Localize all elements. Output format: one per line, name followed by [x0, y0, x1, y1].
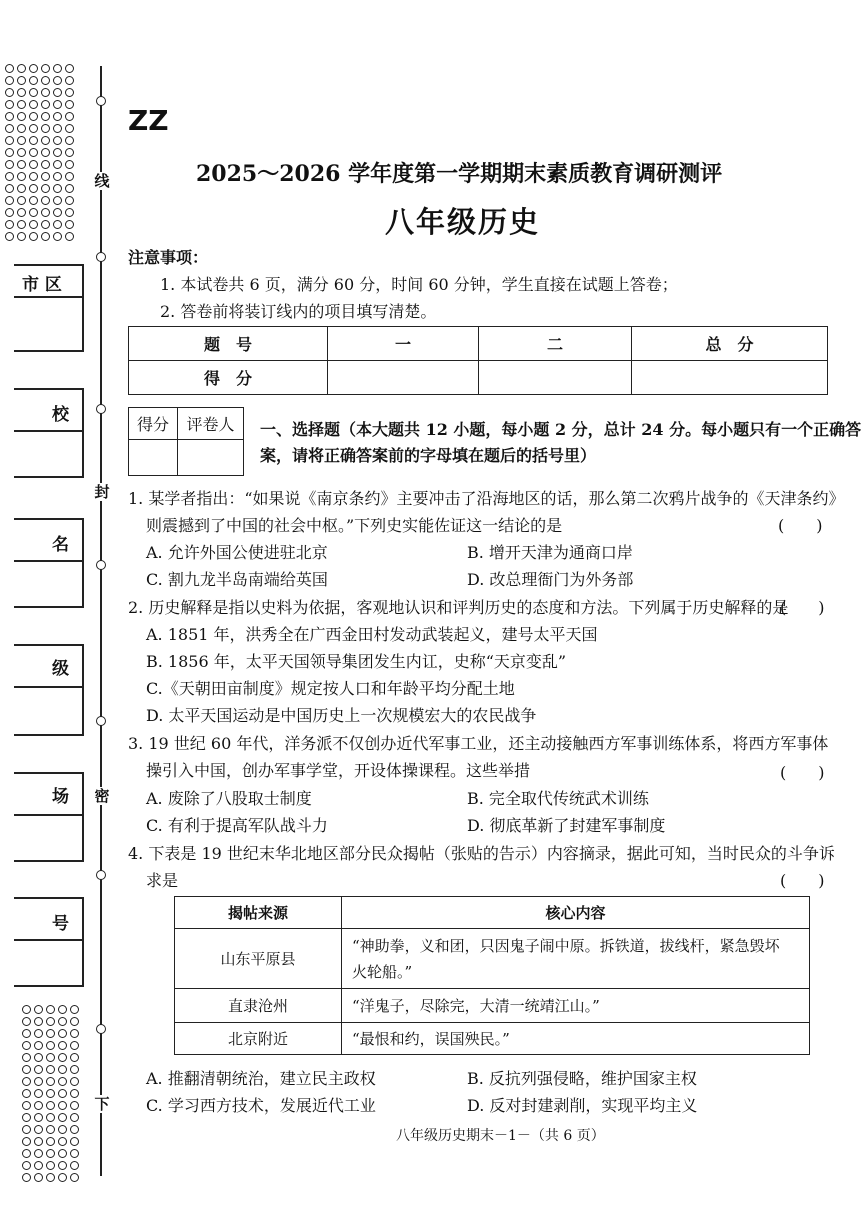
binding-hole-dot [70, 1125, 79, 1134]
note-item: 1. 本试卷共 6 页，满分 60 分，时间 60 分钟，学生直接在试题上答卷； [160, 275, 678, 294]
binding-hole-dot [34, 1005, 43, 1014]
binding-hole-dot [65, 100, 74, 109]
binding-hole-dot [58, 1173, 67, 1182]
binding-hole-dot [58, 1137, 67, 1146]
binding-hole-dot [34, 1149, 43, 1158]
binding-hole-dot [46, 1173, 55, 1182]
binding-hole-dot [53, 184, 62, 193]
question-stem: 3. 19 世纪 60 年代，洋务派不仅创办近代军事工业，还主动接触西方军事训练体系，将西方军事体 [128, 734, 829, 753]
reviewer-score-cell[interactable] [129, 440, 178, 476]
binding-hole-dot [70, 1173, 79, 1182]
option[interactable]: C. 学习西方技术，发展近代工业 [146, 1096, 376, 1115]
poster-content-line: “洋鬼子，尽除完，大清一统靖江山。” [352, 997, 600, 1015]
binding-hole-dot [58, 1125, 67, 1134]
field-label: 号 [52, 914, 69, 934]
binding-hole-dot [53, 148, 62, 157]
binding-hole-dot [41, 148, 50, 157]
reviewer-name-cell[interactable] [178, 440, 244, 476]
binding-hole-dot [17, 136, 26, 145]
binding-hole-dot [29, 232, 38, 241]
binding-hole-dot [5, 112, 14, 121]
binding-hole-dot [34, 1077, 43, 1086]
binding-hole-dot [53, 196, 62, 205]
poster-header: 核心内容 [342, 897, 810, 929]
option[interactable]: A. 允许外国公使进驻北京 [146, 543, 328, 562]
binding-hole-dot [58, 1077, 67, 1086]
binding-hole-dot [22, 1029, 31, 1038]
binding-hole-dot [5, 136, 14, 145]
binding-hole-dot [22, 1113, 31, 1122]
binding-hole-dot [41, 124, 50, 133]
binding-hole-dot [34, 1113, 43, 1122]
field-label: 级 [52, 659, 69, 679]
binding-hole-dot [65, 136, 74, 145]
poster-content [342, 1023, 810, 1055]
binding-hole-dot [41, 76, 50, 85]
binding-hole-dot [46, 1065, 55, 1074]
binding-hole-dot [29, 64, 38, 73]
binding-hole-dot [70, 1041, 79, 1050]
binding-hole-dot [46, 1089, 55, 1098]
binding-ring [96, 1024, 106, 1034]
section-heading-cont: 案，请将正确答案前的字母填在题后的括号里） [260, 446, 597, 465]
binding-hole-dot [65, 172, 74, 181]
binding-hole-dot [17, 196, 26, 205]
binding-hole-dot [41, 172, 50, 181]
binding-hole-dot [34, 1053, 43, 1062]
poster-table [174, 896, 810, 1055]
field-name[interactable] [14, 518, 84, 608]
binding-hole-dot [34, 1137, 43, 1146]
binding-label: 线 [92, 172, 112, 190]
binding-label: 密 [92, 787, 112, 805]
binding-hole-dot [22, 1125, 31, 1134]
binding-label: 下 [92, 1095, 112, 1113]
answer-bracket[interactable]: ( ) [780, 598, 825, 617]
binding-hole-dot [53, 100, 62, 109]
binding-ring [96, 716, 106, 726]
binding-hole-dot [65, 88, 74, 97]
binding-hole-dot [22, 1077, 31, 1086]
note-item: 2. 答卷前将装订线内的项目填写清楚。 [160, 302, 437, 321]
binding-hole-dot [17, 88, 26, 97]
option[interactable]: D. 彻底革新了封建军事制度 [467, 816, 666, 835]
binding-hole-dot [22, 1017, 31, 1026]
field-seat-number[interactable] [14, 897, 84, 987]
binding-hole-dot [17, 220, 26, 229]
binding-hole-dot [70, 1113, 79, 1122]
binding-hole-dot [29, 148, 38, 157]
reviewer-name-label: 评卷人 [178, 408, 244, 440]
binding-hole-dot [58, 1161, 67, 1170]
option[interactable]: C. 割九龙半岛南端给英国 [146, 570, 328, 589]
binding-ring [96, 404, 106, 414]
binding-hole-dot [53, 76, 62, 85]
binding-hole-dot [17, 100, 26, 109]
poster-header: 揭帖来源 [175, 897, 342, 929]
binding-hole-dot [17, 172, 26, 181]
binding-hole-dot [65, 112, 74, 121]
poster-content [342, 929, 810, 989]
poster-content-line: “最恨和约，误国殃民。” [352, 1030, 510, 1048]
binding-hole-dot [70, 1149, 79, 1158]
binding-hole-dot [5, 184, 14, 193]
binding-hole-dot [70, 1017, 79, 1026]
poster-content-line: “神助拳，义和团，只因鬼子闹中原。拆铁道，拔线杆，紧急毁坏 [352, 936, 780, 955]
binding-hole-dot [70, 1053, 79, 1062]
option[interactable]: C. 有利于提高军队战斗力 [146, 816, 328, 835]
option[interactable]: B. 完全取代传统武术训练 [467, 789, 649, 808]
binding-hole-dot [17, 112, 26, 121]
binding-hole-dot [29, 196, 38, 205]
binding-hole-dot [46, 1017, 55, 1026]
score-cell[interactable] [479, 361, 632, 395]
binding-ring [96, 96, 106, 106]
binding-hole-dot [46, 1041, 55, 1050]
binding-hole-pattern-bottom [22, 1005, 82, 1185]
binding-hole-dot [41, 208, 50, 217]
binding-hole-dot [41, 220, 50, 229]
section-heading: 一、选择题（本大题共 12 小题，每小题 2 分，总计 24 分。每小题只有一个正确答 [260, 420, 862, 439]
binding-hole-dot [34, 1173, 43, 1182]
binding-hole-dot [22, 1101, 31, 1110]
score-header: 一 [328, 327, 479, 361]
option[interactable]: A. 废除了八股取士制度 [146, 789, 312, 808]
binding-hole-dot [17, 64, 26, 73]
binding-hole-dot [5, 208, 14, 217]
binding-hole-dot [29, 208, 38, 217]
binding-hole-dot [22, 1065, 31, 1074]
binding-hole-dot [70, 1101, 79, 1110]
option[interactable]: B. 增开天津为通商口岸 [467, 543, 633, 562]
option[interactable]: D. 反对封建剥削，实现平均主义 [467, 1096, 698, 1115]
binding-hole-dot [34, 1041, 43, 1050]
binding-hole-dot [65, 148, 74, 157]
score-header: 题 号 [129, 327, 328, 361]
binding-hole-dot [34, 1089, 43, 1098]
binding-hole-dot [29, 184, 38, 193]
binding-hole-dot [53, 172, 62, 181]
option[interactable]: A. 1851 年，洪秀全在广西金田村发动武装起义，建号太平天国 [146, 625, 598, 644]
binding-hole-dot [53, 112, 62, 121]
score-row-label: 得 分 [129, 361, 328, 395]
binding-hole-dot [70, 1077, 79, 1086]
binding-hole-dot [41, 184, 50, 193]
question-stem: 2. 历史解释是指以史料为依据，客观地认识和评判历史的态度和方法。下列属于历史解释的是 [128, 598, 789, 617]
binding-hole-dot [70, 1137, 79, 1146]
reviewer-score-label: 得分 [129, 408, 178, 440]
binding-hole-dot [5, 196, 14, 205]
field-label: 名 [52, 535, 69, 555]
field-label: 场 [52, 787, 69, 807]
binding-hole-dot [58, 1041, 67, 1050]
field-school[interactable] [14, 388, 84, 478]
score-cell[interactable] [632, 361, 828, 395]
option[interactable]: B. 1856 年，太平天国领导集团发生内讧，史称“天京变乱” [146, 652, 567, 671]
binding-hole-dot [65, 64, 74, 73]
binding-hole-dot [65, 220, 74, 229]
binding-hole-dot [29, 136, 38, 145]
binding-hole-pattern-top [5, 64, 77, 244]
binding-hole-dot [5, 88, 14, 97]
binding-hole-dot [22, 1149, 31, 1158]
binding-hole-dot [41, 136, 50, 145]
binding-hole-dot [34, 1029, 43, 1038]
binding-hole-dot [29, 112, 38, 121]
binding-hole-dot [17, 160, 26, 169]
binding-hole-dot [41, 232, 50, 241]
binding-hole-dot [53, 136, 62, 145]
binding-hole-dot [65, 196, 74, 205]
binding-hole-dot [22, 1161, 31, 1170]
binding-hole-dot [41, 112, 50, 121]
binding-hole-dot [70, 1065, 79, 1074]
binding-hole-dot [46, 1101, 55, 1110]
binding-hole-dot [29, 76, 38, 85]
binding-hole-dot [34, 1161, 43, 1170]
notes-heading: 注意事项： [128, 248, 209, 267]
binding-hole-dot [65, 232, 74, 241]
field-label: 市 区 [22, 275, 62, 295]
binding-hole-dot [29, 88, 38, 97]
question-stem: 1. 某学者指出：“如果说《南京条约》主要冲击了沿海地区的话，那么第二次鸦片战争的《天津条约》 [128, 489, 845, 508]
binding-hole-dot [41, 88, 50, 97]
subject-title: 八年级历史 [385, 205, 541, 239]
score-header: 总 分 [632, 327, 828, 361]
binding-hole-dot [5, 100, 14, 109]
binding-hole-dot [58, 1017, 67, 1026]
binding-hole-dot [58, 1089, 67, 1098]
binding-hole-dot [65, 208, 74, 217]
binding-hole-dot [5, 124, 14, 133]
binding-hole-dot [22, 1137, 31, 1146]
binding-hole-dot [53, 208, 62, 217]
binding-hole-dot [22, 1089, 31, 1098]
binding-hole-dot [34, 1125, 43, 1134]
binding-hole-dot [58, 1149, 67, 1158]
binding-hole-dot [22, 1173, 31, 1182]
binding-hole-dot [17, 124, 26, 133]
poster-source: 山东平原县 [175, 929, 342, 989]
binding-hole-dot [58, 1113, 67, 1122]
poster-source: 直隶沧州 [175, 989, 342, 1023]
page-footer: 八年级历史期末－1－（共 6 页） [396, 1128, 605, 1144]
answer-bracket[interactable]: ( ) [780, 763, 825, 782]
binding-hole-dot [5, 160, 14, 169]
score-table [128, 326, 828, 395]
binding-hole-dot [65, 76, 74, 85]
binding-hole-dot [22, 1053, 31, 1062]
option[interactable]: C.《天朝田亩制度》规定按人口和年龄平均分配土地 [146, 679, 515, 698]
binding-hole-dot [58, 1053, 67, 1062]
binding-hole-dot [53, 64, 62, 73]
poster-source: 北京附近 [175, 1023, 342, 1055]
binding-hole-dot [29, 124, 38, 133]
question-stem: 求是 [146, 871, 179, 890]
binding-hole-dot [70, 1161, 79, 1170]
binding-hole-dot [46, 1053, 55, 1062]
score-header: 二 [479, 327, 632, 361]
binding-hole-dot [46, 1137, 55, 1146]
binding-hole-dot [22, 1005, 31, 1014]
binding-hole-dot [29, 160, 38, 169]
binding-hole-dot [46, 1125, 55, 1134]
binding-ring [96, 560, 106, 570]
exam-title: 2025～2026 学年度第一学期期末素质教育调研测评 [196, 161, 723, 187]
answer-bracket[interactable]: ( ) [780, 871, 825, 890]
binding-hole-dot [70, 1089, 79, 1098]
binding-hole-dot [65, 184, 74, 193]
binding-hole-dot [22, 1041, 31, 1050]
reviewer-box [128, 407, 244, 476]
binding-hole-dot [46, 1029, 55, 1038]
binding-hole-dot [5, 172, 14, 181]
binding-hole-dot [46, 1161, 55, 1170]
binding-hole-dot [41, 64, 50, 73]
binding-hole-dot [34, 1101, 43, 1110]
binding-ring [96, 870, 106, 880]
binding-label: 封 [92, 483, 112, 501]
binding-hole-dot [17, 184, 26, 193]
binding-hole-dot [58, 1065, 67, 1074]
poster-content-line: 火轮船。” [352, 962, 413, 981]
binding-hole-dot [41, 196, 50, 205]
field-class[interactable] [14, 644, 84, 736]
binding-hole-dot [70, 1005, 79, 1014]
binding-hole-dot [53, 160, 62, 169]
binding-hole-dot [5, 64, 14, 73]
binding-hole-dot [29, 220, 38, 229]
question-stem: 则震撼到了中国的社会中枢。”下列史实能佐证这一结论的是 [146, 516, 563, 535]
binding-hole-dot [46, 1113, 55, 1122]
corner-mark: ZZ [128, 104, 169, 137]
field-exam-room[interactable] [14, 772, 84, 862]
option[interactable]: D. 改总理衙门为外务部 [467, 570, 634, 589]
binding-hole-dot [65, 124, 74, 133]
option[interactable]: B. 反抗列强侵略，维护国家主权 [467, 1069, 697, 1088]
binding-hole-dot [5, 148, 14, 157]
binding-hole-dot [53, 124, 62, 133]
binding-hole-dot [5, 76, 14, 85]
binding-hole-dot [34, 1017, 43, 1026]
binding-hole-dot [46, 1005, 55, 1014]
binding-hole-dot [5, 232, 14, 241]
binding-hole-dot [46, 1149, 55, 1158]
option[interactable]: A. 推翻清朝统治，建立民主政权 [146, 1069, 376, 1088]
field-label: 校 [52, 405, 69, 425]
binding-hole-dot [17, 208, 26, 217]
binding-hole-dot [70, 1029, 79, 1038]
poster-content [342, 989, 810, 1023]
binding-hole-dot [53, 232, 62, 241]
field-district[interactable] [14, 264, 84, 352]
binding-hole-dot [46, 1077, 55, 1086]
binding-hole-dot [58, 1101, 67, 1110]
binding-ring [96, 252, 106, 262]
binding-hole-dot [58, 1029, 67, 1038]
binding-hole-dot [58, 1005, 67, 1014]
binding-hole-dot [29, 100, 38, 109]
binding-hole-dot [17, 232, 26, 241]
binding-hole-dot [29, 172, 38, 181]
score-cell[interactable] [328, 361, 479, 395]
binding-hole-dot [41, 100, 50, 109]
binding-hole-dot [53, 88, 62, 97]
binding-hole-dot [53, 220, 62, 229]
binding-hole-dot [65, 160, 74, 169]
binding-line [100, 66, 102, 1176]
binding-hole-dot [17, 76, 26, 85]
question-stem: 4. 下表是 19 世纪末华北地区部分民众揭帖（张贴的告示）内容摘录，据此可知，当时民众的斗争诉 [128, 844, 835, 863]
binding-hole-dot [41, 160, 50, 169]
binding-hole-dot [34, 1065, 43, 1074]
option[interactable]: D. 太平天国运动是中国历史上一次规模宏大的农民战争 [146, 706, 537, 725]
binding-hole-dot [17, 148, 26, 157]
binding-hole-dot [5, 220, 14, 229]
question-stem: 操引入中国，创办军事学堂，开设体操课程。这些举措 [146, 761, 531, 780]
answer-bracket[interactable]: ( ) [778, 516, 823, 535]
